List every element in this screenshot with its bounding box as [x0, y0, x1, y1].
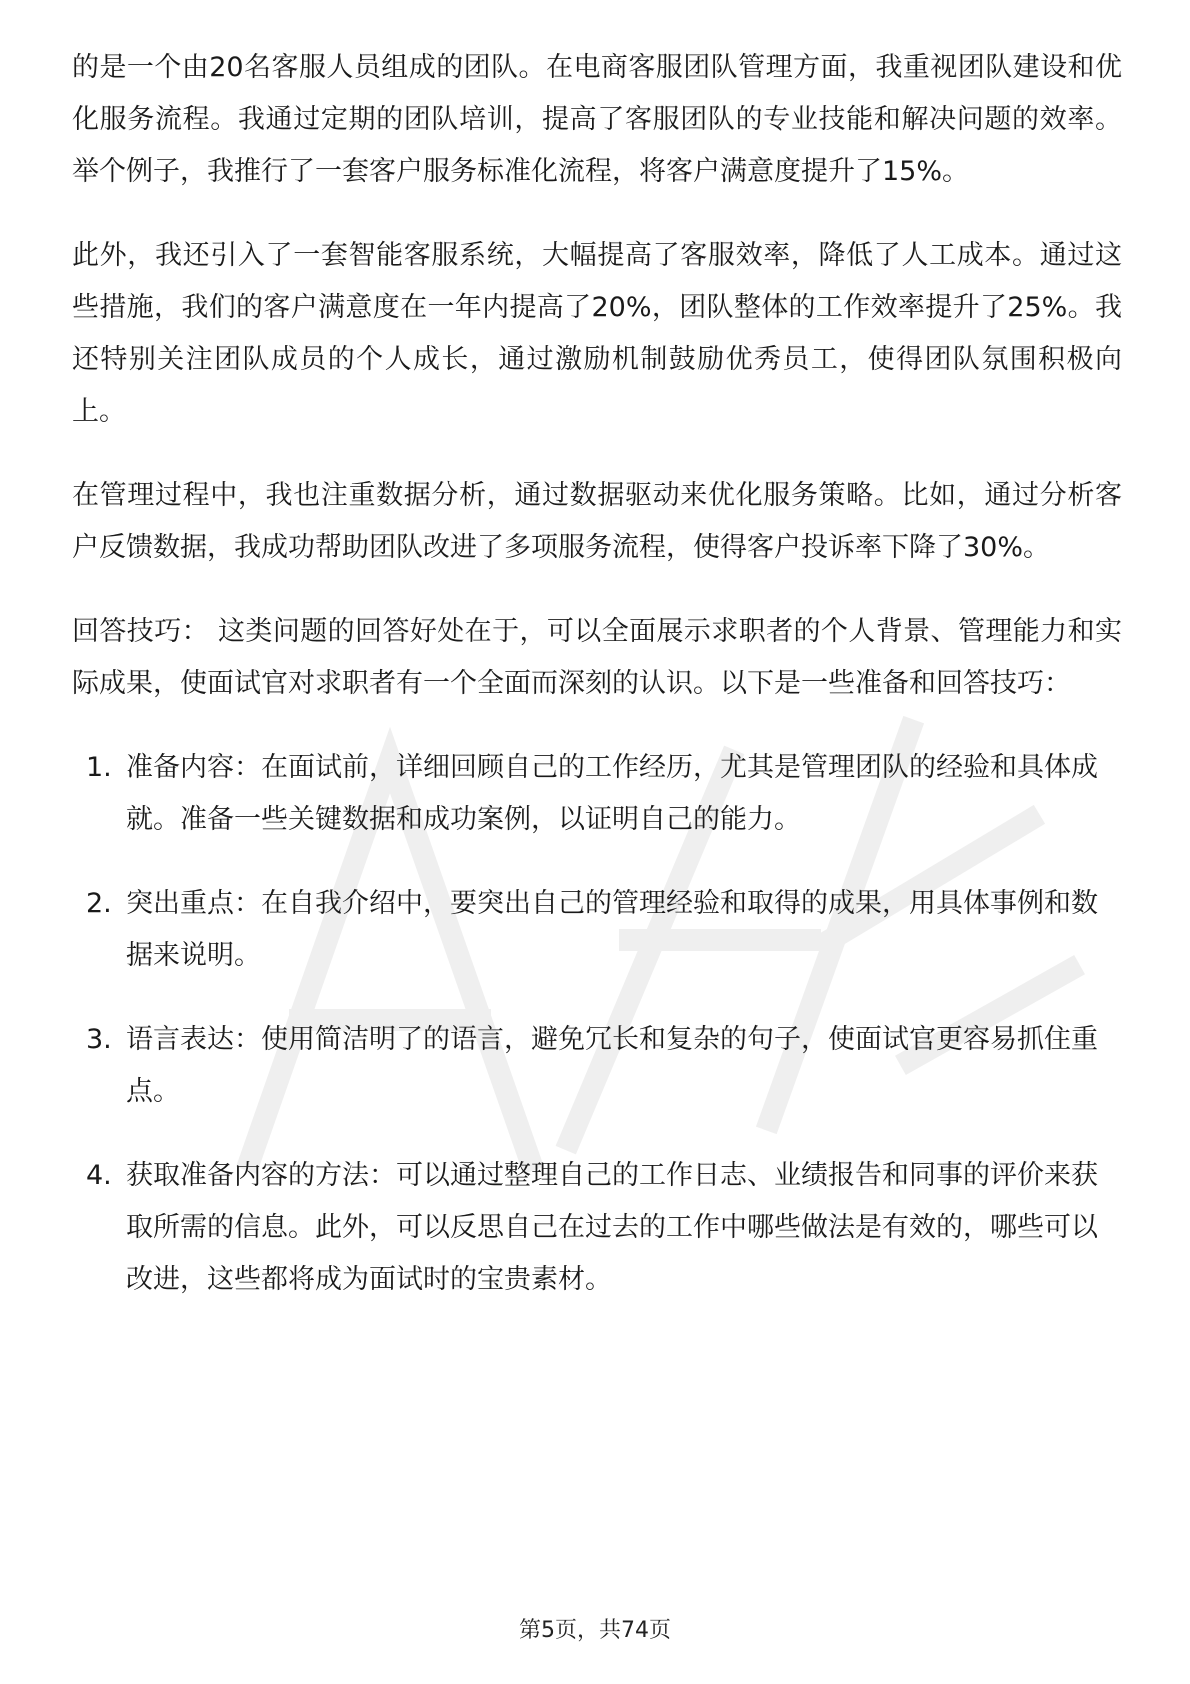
- list-item-number: 4.: [86, 1160, 112, 1191]
- system-paragraph: 此外，我还引入了一套智能客服系统，大幅提高了客服效率，降低了人工成本。通过这些措施，我们的客户满意度在一年内提高了20%，团队整体的工作效率提升了25%。我还特别关注团队成员的个人成长，通过激励机制鼓励优秀员工，使得团队氛围积极向上。: [72, 240, 1122, 427]
- tips-list: [72, 742, 1122, 1306]
- list-item-text: 突出重点：在自我介绍中，要突出自己的管理经验和取得的成果，用具体事例和数据来说明。: [126, 888, 1098, 971]
- list-item: [72, 1150, 1122, 1306]
- list-item-number: 3.: [86, 1024, 112, 1055]
- intro-paragraph: 的是一个由20名客服人员组成的团队。在电商客服团队管理方面，我重视团队建设和优化服务流程。我通过定期的团队培训，提高了客服团队的专业技能和解决问题的效率。举个例子，我推行了一套客户服务标准化流程，将客户满意度提升了15%。: [72, 52, 1122, 187]
- list-item: [72, 742, 1122, 846]
- list-item-text: 获取准备内容的方法：可以通过整理自己的工作日志、业绩报告和同事的评价来获取所需的信息。此外，可以反思自己在过去的工作中哪些做法是有效的，哪些可以改进，这些都将成为面试时的宝贵素材。: [126, 1160, 1098, 1295]
- list-item: [72, 1014, 1122, 1118]
- list-item-number: 2.: [86, 888, 112, 919]
- list-item: [72, 878, 1122, 982]
- list-item-number: 1.: [86, 752, 112, 783]
- analysis-paragraph: 在管理过程中，我也注重数据分析，通过数据驱动来优化服务策略。比如，通过分析客户反馈数据，我成功帮助团队改进了多项服务流程，使得客户投诉率下降了30%。: [72, 480, 1122, 563]
- list-item-text: 准备内容：在面试前，详细回顾自己的工作经历，尤其是管理团队的经验和具体成就。准备一些关键数据和成功案例，以证明自己的能力。: [126, 752, 1098, 835]
- list-item-text: 语言表达：使用简洁明了的语言，避免冗长和复杂的句子，使面试官更容易抓住重点。: [126, 1024, 1098, 1107]
- tips-intro-paragraph: 回答技巧： 这类问题的回答好处在于，可以全面展示求职者的个人背景、管理能力和实际成果，使面试官对求职者有一个全面而深刻的认识。以下是一些准备和回答技巧：: [72, 616, 1122, 699]
- page-number-footer: 第5页，共74页: [519, 1618, 671, 1643]
- main-content: [72, 42, 1122, 1338]
